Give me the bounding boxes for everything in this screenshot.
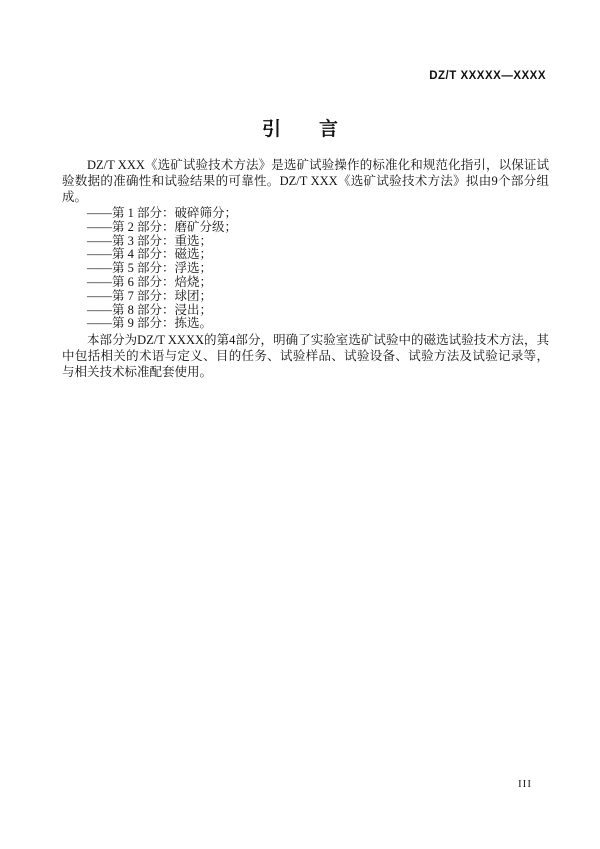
document-number: DZ/T XXXXX—XXXX xyxy=(429,70,546,82)
parts-list-item: ——第 9 部分：拣选。 xyxy=(87,316,213,331)
page-number: III xyxy=(518,778,532,790)
intro-paragraph: DZ/T XXX《选矿试验技术方法》是选矿试验操作的标准化和规范化指引，以保证试验数据的准确性和试验结果的可靠性。DZ/T XXX《选矿试验技术方法》拟由9个部分组成。 xyxy=(62,158,549,204)
parts-list-item: ——第 1 部分：破碎筛分； xyxy=(87,206,238,220)
introduction-body xyxy=(62,157,549,380)
parts-list-item: ——第 3 部分：重选； xyxy=(87,233,213,248)
page-title: 引 言 xyxy=(261,119,338,140)
parts-list-item: ——第 5 部分：浮选； xyxy=(87,261,213,276)
parts-list-item: ——第 6 部分：焙烧； xyxy=(87,274,213,289)
parts-list-item: ——第 7 部分：球团； xyxy=(87,288,213,303)
parts-list-item: ——第 2 部分：磨矿分级； xyxy=(87,219,238,234)
parts-list-item: ——第 8 部分：浸出； xyxy=(87,302,213,317)
parts-list-item: ——第 4 部分：磁选； xyxy=(87,247,213,262)
parts-list xyxy=(62,207,549,331)
scope-paragraph: 本部分为DZ/T XXXX的第4部分，明确了实验室选矿试验中的磁选试验技术方法，其中包括相关的术语与定义、目的任务、试验样品、试验设备、试验方法及试验记录等，与相关技术标准配套使用。 xyxy=(62,333,549,380)
